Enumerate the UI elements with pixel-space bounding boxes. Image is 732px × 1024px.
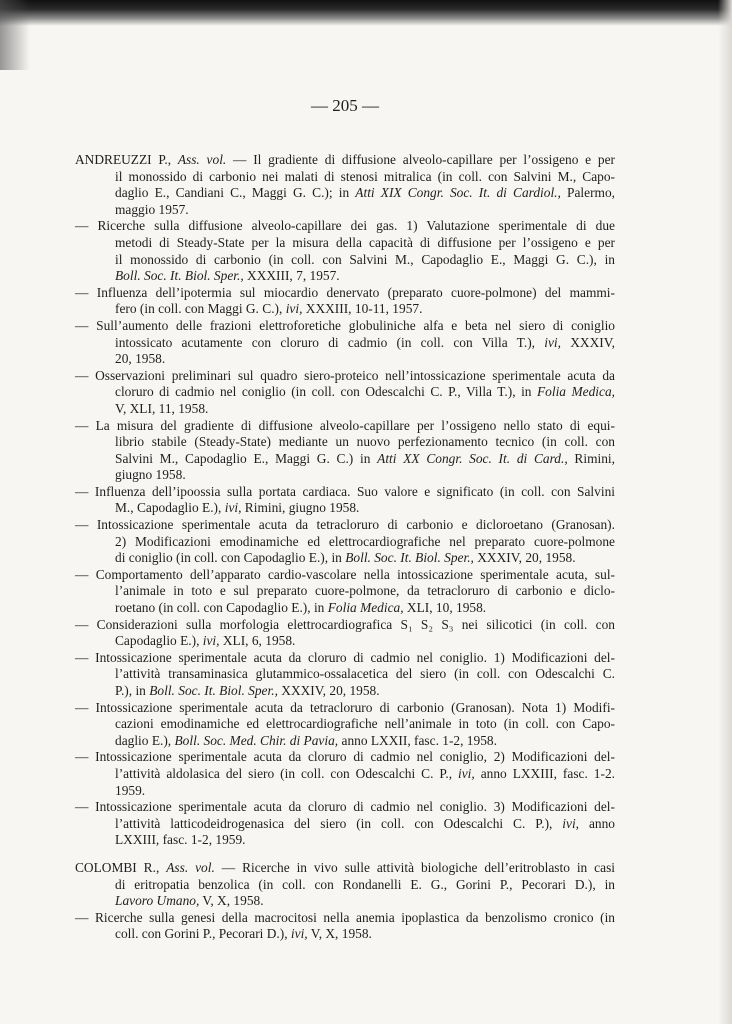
bibliography-entry xyxy=(75,218,615,284)
citation-text: l’attività aldolasica del siero (in coll. con Odescalchi C. P., xyxy=(115,765,459,781)
citation-text: anno xyxy=(579,815,615,831)
citation-text: librio stabile (Steady-State) mediante un nuovo perfezionamento tecnico (in coll. con xyxy=(115,434,615,450)
entry-line xyxy=(115,766,615,783)
entry-line xyxy=(115,600,615,617)
citation-text: coll. con Gorini P., Pecorari D.), xyxy=(115,926,291,942)
bibliography-entry xyxy=(75,484,615,517)
citation-text: Salvini M., Capodaglio E., Maggi G. C.) in xyxy=(115,450,378,466)
entry-line xyxy=(115,893,615,910)
citation-text: daglio E., Candiani C., Maggi G. C.); in xyxy=(115,185,356,201)
entry-line xyxy=(75,285,615,302)
citation-italic-text: ivi, xyxy=(290,926,308,942)
scan-edge-shadow xyxy=(0,0,732,26)
entry-line xyxy=(75,860,615,877)
citation-italic-text: Atti XIX Congr. Soc. It. di Cardiol., xyxy=(355,185,561,201)
citation-text: giugno 1958. xyxy=(115,467,186,483)
citation-text: XLI, 10, 1958. xyxy=(403,600,487,616)
bibliography-andreuzzi xyxy=(75,152,615,849)
entry-line xyxy=(75,368,615,385)
citation-text: — Osservazioni preliminari sul quadro siero-proteico nell’intossicazione sperimentale acuta da xyxy=(75,367,615,383)
citation-text: l’attività latticodeidrogenasica del siero (in coll. con Odescalchi C. P.), xyxy=(115,815,563,831)
bibliography-entry xyxy=(75,567,615,617)
bibliography-entry xyxy=(75,517,615,567)
citation-italic-text: ivi, xyxy=(224,500,242,516)
citation-text: il monossido di carbonio nei malati di stenosi mitralica (in coll. con Salvini M., Capo- xyxy=(115,168,615,184)
citation-text: V, XLI, 11, 1958. xyxy=(115,400,209,416)
bibliography-entry xyxy=(75,799,615,849)
citation-text: — Intossicazione sperimentale acuta da cloruro di cadmio nel coniglio. 3) Modificazioni del- xyxy=(75,799,615,815)
citation-text: cazioni emodinamiche ed elettrocardiografiche nell’animale in toto (in coll. con Capo- xyxy=(115,716,615,732)
bibliography-entry xyxy=(75,910,615,943)
entry-line xyxy=(115,451,615,468)
citation-italic-text: Folia Medica, xyxy=(536,384,615,400)
citation-text: di eritropatia benzolica (in coll. con Rondanelli E. G., Gorini P., Pecorari D.), in xyxy=(115,876,615,892)
citation-text: COLOMBI R., xyxy=(75,860,167,875)
citation-text: V, X, 1958. xyxy=(199,893,264,909)
citation-text: XXXIV, 20, 1958. xyxy=(473,550,576,566)
citation-italic-text: ivi, xyxy=(562,815,580,831)
scan-corner-shadow xyxy=(0,0,30,70)
entry-line xyxy=(115,235,615,252)
bibliography-entry xyxy=(75,650,615,700)
entry-line xyxy=(115,877,615,894)
citation-text: Rimini, giugno 1958. xyxy=(241,500,360,516)
citation-italic-text: Boll. Soc. Med. Chir. di Pavia, xyxy=(174,732,339,748)
entry-line xyxy=(75,749,615,766)
entry-line xyxy=(115,666,615,683)
entry-line xyxy=(75,152,615,169)
citation-italic-text: Lavoro Umano, xyxy=(115,893,200,909)
entry-line xyxy=(115,816,615,833)
citation-text: — Intossicazione sperimentale acuta da cloruro di cadmio nel coniglio. 1) Modificazioni del- xyxy=(75,649,615,665)
citation-text: V, X, 1958. xyxy=(307,926,372,942)
citation-text: — Intossicazione sperimentale acuta da cloruro di cadmio nel coniglio, 2) Modificazioni del- xyxy=(75,749,615,765)
entry-line xyxy=(75,318,615,335)
citation-text: — Comportamento dell’apparato cardio-vascolare nella intossicazione sperimentale acuta, sul- xyxy=(75,566,615,582)
entry-line xyxy=(75,218,615,235)
entry-line xyxy=(115,351,615,368)
citation-text: — Sull’aumento delle frazioni elettroforetiche globuliniche alfa e beta nel siero di coniglio xyxy=(75,317,615,333)
citation-text: P.), in xyxy=(115,683,150,698)
entry-line xyxy=(115,500,615,517)
bibliography-colombi xyxy=(75,860,615,943)
entry-line xyxy=(115,185,615,202)
citation-text: — Influenza dell’ipotermia sul miocardio denervato (preparato cuore-polmone) del mammi- xyxy=(75,284,615,300)
entry-line xyxy=(115,550,615,567)
entry-line xyxy=(115,268,615,285)
entry-line xyxy=(75,799,615,816)
citation-italic-text: Folia Medica, xyxy=(327,600,404,616)
citation-italic-text: Boll. Soc. It. Biol. Sper., xyxy=(345,550,474,566)
entry-line xyxy=(75,650,615,667)
entry-line xyxy=(115,534,615,551)
citation-text: ANDREUZZI P., xyxy=(75,152,178,167)
citation-text: Capodaglio E.), xyxy=(115,633,203,649)
entry-line xyxy=(115,434,615,451)
citation-text: — Intossicazione sperimentale acuta da tetracloruro di carbonio (Granosan). Nota 1) Modifi- xyxy=(75,699,615,715)
citation-text: anno LXXIII, fasc. 1-2. xyxy=(474,765,615,781)
citation-text: metodi di Steady-State per la misura della capacità di diffusione per l’ossigeno e per xyxy=(115,234,615,250)
entry-line xyxy=(115,716,615,733)
entry-line xyxy=(115,169,615,186)
entry-line xyxy=(115,335,615,352)
citation-italic-text: Atti XX Congr. Soc. It. di Card., xyxy=(377,450,568,466)
citation-text: intossicato acutamente con cloruro di cadmio (in coll. con Villa T.), xyxy=(115,334,545,350)
entry-line xyxy=(115,683,615,700)
entry-line xyxy=(75,517,615,534)
citation-text: il monossido di carbonio (in coll. con Salvini M., Capodaglio E., Maggi G. C.), in xyxy=(115,251,615,267)
citation-text: — La misura del gradiente di diffusione alveolo-capillare per l’ossigeno nello stato di equi- xyxy=(75,417,615,433)
citation-text: anno LXXII, fasc. 1-2, 1958. xyxy=(338,732,497,748)
citation-text: daglio E.), xyxy=(115,732,175,748)
citation-text: Rimini, xyxy=(567,450,615,466)
bibliography-entry xyxy=(75,368,615,418)
entry-line xyxy=(115,384,615,401)
entry-line xyxy=(75,418,615,435)
bibliography-entry xyxy=(75,152,615,218)
citation-text: XLI, 6, 1958. xyxy=(219,633,296,649)
entry-line xyxy=(115,467,615,484)
citation-italic-text: ivi, xyxy=(544,334,561,350)
citation-text: fero (in coll. con Maggi G. C.), xyxy=(115,301,286,317)
citation-text: — Il gradiente di diffusione alveolo-capillare per l’ossigeno e per xyxy=(226,152,615,167)
citation-text: 1959. xyxy=(115,782,146,798)
citation-italic-text: Ass. vol. xyxy=(177,152,227,167)
citation-text: — Ricerche sulla genesi della macrocitosi nella anemia ipoplastica da benzolismo cronico (in xyxy=(75,909,615,925)
citation-text: Palermo, xyxy=(560,185,616,201)
entry-line xyxy=(115,401,615,418)
citation-text: maggio 1957. xyxy=(115,201,189,217)
scan-right-edge xyxy=(718,0,732,1024)
bibliography-entry xyxy=(75,700,615,750)
entry-line xyxy=(115,583,615,600)
entry-line xyxy=(115,783,615,800)
bibliography-entry xyxy=(75,860,615,910)
citation-text: — Intossicazione sperimentale acuta da tetracloruro di carbonio e dicloroetano (Granosan). xyxy=(75,517,615,533)
entry-line xyxy=(115,832,615,849)
entry-line xyxy=(75,700,615,717)
citation-text: — Ricerche in vivo sulle attività biologiche dell’eritroblasto in casi xyxy=(214,860,615,875)
entry-line xyxy=(115,202,615,219)
citation-text: — Ricerche sulla diffusione alveolo-capillare dei gas. 1) Valutazione sperimentale di due xyxy=(75,218,615,234)
entry-line xyxy=(75,910,615,927)
entry-line xyxy=(115,301,615,318)
citation-text: M., Capodaglio E.), xyxy=(115,500,225,516)
citation-text: XXXIV, 20, 1958. xyxy=(277,683,380,698)
citation-text: XXXIII, 10-11, 1957. xyxy=(302,301,423,317)
citation-text: roetano (in coll. con Capodaglio E.), in xyxy=(115,600,328,616)
citation-text: 2) Modificazioni emodinamiche ed elettrocardiografiche nel preparato cuore-polmone xyxy=(115,533,615,549)
citation-text: XXXIV, xyxy=(561,334,616,350)
entry-line xyxy=(75,617,615,634)
citation-text: 20, 1958. xyxy=(115,351,166,367)
citation-italic-text: Boll. Soc. It. Biol. Sper., xyxy=(115,268,244,284)
citation-text: cloruro di cadmio nel coniglio (in coll. con Odescalchi C. P., Villa T.), in xyxy=(115,384,537,400)
citation-text: — Considerazioni sulla morfologia elettrocardiografica S₁ S₂ S₃ nei silicotici (in coll. con xyxy=(75,616,615,632)
entry-line xyxy=(115,926,615,943)
citation-text: l’animale in toto e sul preparato cuore-polmone, da tetracloruro di carbonio e diclo- xyxy=(115,583,615,599)
citation-text: LXXIII, fasc. 1-2, 1959. xyxy=(115,832,246,848)
entry-line xyxy=(115,733,615,750)
bibliography-entry xyxy=(75,318,615,368)
bibliography-entry xyxy=(75,749,615,799)
citation-text: di coniglio (in coll. con Capodaglio E.), in xyxy=(115,550,346,566)
page-number: — 205 — xyxy=(311,96,379,115)
citation-italic-text: ivi, xyxy=(458,765,475,781)
bibliography-entry xyxy=(75,285,615,318)
entry-line xyxy=(115,633,615,650)
citation-text: l’attività transaminasica glutammico-ossalacetica del siero (in coll. con Odescalchi C. xyxy=(115,666,615,682)
citation-italic-text: Ass. vol. xyxy=(166,860,215,875)
citation-text: XXXIII, 7, 1957. xyxy=(243,268,340,284)
citation-italic-text: Boll. Soc. It. Biol. Sper., xyxy=(149,683,278,698)
bibliography-entry xyxy=(75,418,615,484)
entry-line xyxy=(115,252,615,269)
entry-line xyxy=(75,567,615,584)
citation-italic-text: ivi, xyxy=(285,301,303,317)
bibliography-entry xyxy=(75,617,615,650)
citation-text: — Influenza dell’ipoossia sulla portata cardiaca. Suo valore e significato (in coll. con Salvini xyxy=(75,483,615,499)
citation-italic-text: ivi, xyxy=(202,633,220,649)
entry-line xyxy=(75,484,615,501)
